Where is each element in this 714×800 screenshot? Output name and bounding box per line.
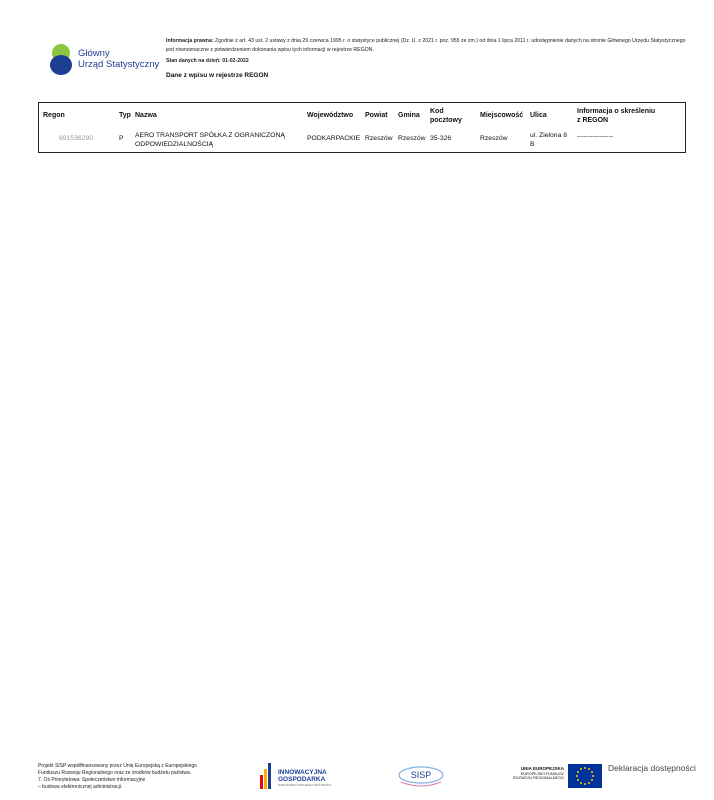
gus-logo[interactable] — [50, 42, 160, 76]
cell-kod: 35-326 — [430, 135, 452, 142]
header-wojewodztwo: Województwo — [307, 112, 354, 119]
eu-logo: UNIA EUROPEJSKA EUROPEJSKI FUNDUSZ ROZWOJU REGIONALNEGO — [508, 764, 596, 790]
data-date: Stan danych na dzień: 01-02-2022 — [166, 58, 249, 64]
header-powiat: Powiat — [365, 112, 388, 119]
cell-gmina: Rzeszów — [398, 135, 426, 142]
header-kod: Kod pocztowy — [430, 108, 462, 124]
cell-powiat: Rzeszów — [365, 135, 393, 142]
header-typ: Typ — [119, 112, 131, 119]
innowacyjna-gospodarka-logo: INNOWACYJNA GOSPODARKA NARODOWA STRATEGIA SPÓJNOŚCI — [260, 763, 370, 789]
header-ulica: Ulica — [530, 112, 547, 119]
regon-table — [38, 102, 686, 153]
header-informacja: Informacja o skreśleniu z REGON — [577, 108, 656, 124]
gus-logo-text: Główny Urząd Statystyczny — [78, 48, 160, 70]
sisp-logo-icon — [396, 764, 446, 790]
eu-flag-icon — [568, 764, 602, 788]
header-miejscowosc: Miejscowość — [480, 112, 524, 119]
header-gmina: Gmina — [398, 112, 420, 119]
legal-info-label: Informacja prawna: — [166, 38, 214, 44]
accessibility-link[interactable]: Deklaracja dostępności — [608, 763, 696, 773]
sisp-logo — [396, 764, 446, 790]
cell-regon[interactable]: 691536290 — [59, 135, 94, 142]
legal-info-text: Zgodnie z art. 43 ust. 2 ustawy z dnia 29 czerwca 1995 r. o statystyce publicznej (Dz. U. z 2021 r. poz. 955 ze zm.) od dnia 1 lipca 2011 r. udostępnienie danych na stronie Głównego Urzędu Statystycznego jest równoznaczne z potwierdzeniem dokonania wpisu tych informacji w rejestrze REGON. — [166, 38, 686, 53]
cell-typ: P — [119, 135, 124, 142]
cell-miejscowosc: Rzeszów — [480, 135, 508, 142]
header-regon: Regon — [43, 112, 65, 119]
gus-logo-icon — [50, 44, 76, 74]
legal-info — [166, 37, 686, 54]
cell-wojewodztwo: PODKARPACKIE — [307, 135, 361, 142]
ig-bars-icon — [260, 763, 272, 789]
svg-text:SISP: SISP — [410, 770, 432, 780]
cell-informacja: ---------------- — [577, 133, 614, 140]
cell-ulica: ul. Zielona 8 B — [530, 132, 568, 148]
cell-nazwa: AERO TRANSPORT SPÓŁKA Z OGRANICZONĄ ODPOWIEDZIALNOŚCIĄ — [135, 132, 285, 148]
header-nazwa: Nazwa — [135, 112, 157, 119]
footer-project-info: Projekt SISP współfinansowany przez Unię Europejską z Europejskiego Funduszu Rozwoju Regionalnego oraz ze środków budżetu państwa. 7. Oś Priorytetowa: Społeczeństwo informacyjne – budowa elektronicznej administracji. — [38, 763, 197, 790]
page-title: Dane z wpisu w rejestrze REGON — [166, 72, 269, 79]
